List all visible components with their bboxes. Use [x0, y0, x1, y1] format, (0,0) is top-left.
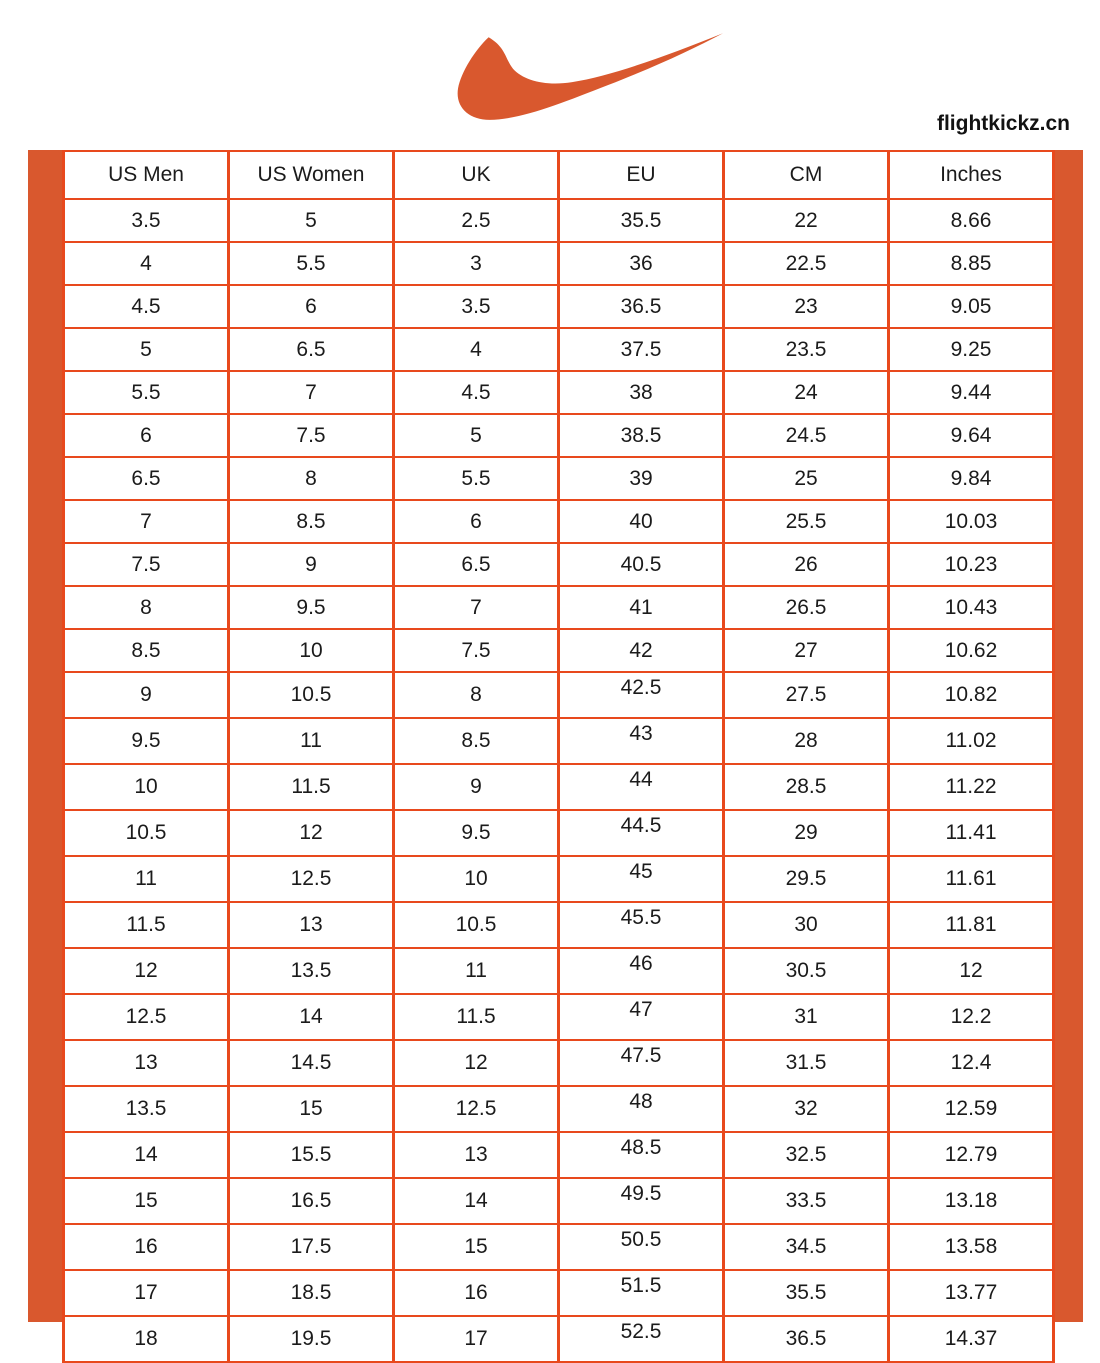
table-cell: 7.5 [394, 629, 559, 672]
table-cell: 6 [229, 285, 394, 328]
table-cell: 13.5 [229, 948, 394, 994]
table-cell: 12.5 [394, 1086, 559, 1132]
table-cell: 5 [394, 414, 559, 457]
table-row [64, 199, 1054, 242]
table-cell: 6 [394, 500, 559, 543]
table-cell: 11.41 [889, 810, 1054, 856]
table-cell: 9.84 [889, 457, 1054, 500]
table-header-row [64, 151, 1054, 199]
table-cell: 51.5 [559, 1270, 724, 1316]
table-cell: 36 [559, 242, 724, 285]
table-row [64, 543, 1054, 586]
table-cell: 27 [724, 629, 889, 672]
table-cell: 33.5 [724, 1178, 889, 1224]
table-cell: 46 [559, 948, 724, 994]
table-cell: 17 [64, 1270, 229, 1316]
table-cell: 10.23 [889, 543, 1054, 586]
table-cell: 29 [724, 810, 889, 856]
table-cell: 26 [724, 543, 889, 586]
table-cell: 11.22 [889, 764, 1054, 810]
table-cell: 4.5 [64, 285, 229, 328]
table-cell: 35.5 [559, 199, 724, 242]
table-cell: 35.5 [724, 1270, 889, 1316]
table-cell: 7 [64, 500, 229, 543]
table-cell: 14 [64, 1132, 229, 1178]
table-cell: 10 [229, 629, 394, 672]
table-cell: 42 [559, 629, 724, 672]
table-cell: 5.5 [394, 457, 559, 500]
table-cell: 16.5 [229, 1178, 394, 1224]
table-cell: 3.5 [64, 199, 229, 242]
table-row [64, 629, 1054, 672]
table-cell: 5 [64, 328, 229, 371]
table-row [64, 902, 1054, 948]
table-cell: 16 [64, 1224, 229, 1270]
table-cell: 22.5 [724, 242, 889, 285]
table-cell: 12 [889, 948, 1054, 994]
table-cell: 7 [394, 586, 559, 629]
table-cell: 7.5 [64, 543, 229, 586]
table-row [64, 242, 1054, 285]
right-accent-bar [1055, 150, 1083, 1322]
table-cell: 45.5 [559, 902, 724, 948]
table-cell: 11.5 [394, 994, 559, 1040]
table-cell: 11.61 [889, 856, 1054, 902]
table-cell: 17.5 [229, 1224, 394, 1270]
table-cell: 8 [64, 586, 229, 629]
table-cell: 47 [559, 994, 724, 1040]
table-row [64, 672, 1054, 718]
table-cell: 28 [724, 718, 889, 764]
table-cell: 40.5 [559, 543, 724, 586]
table-cell: 19.5 [229, 1316, 394, 1362]
table-row [64, 1132, 1054, 1178]
table-cell: 9.64 [889, 414, 1054, 457]
table-cell: 11 [64, 856, 229, 902]
table-row [64, 948, 1054, 994]
table-row [64, 371, 1054, 414]
table-cell: 4 [394, 328, 559, 371]
table-cell: 25.5 [724, 500, 889, 543]
table-row [64, 1316, 1054, 1362]
size-conversion-table [62, 150, 1055, 1363]
table-cell: 49.5 [559, 1178, 724, 1224]
table-cell: 6 [64, 414, 229, 457]
table-cell: 13.58 [889, 1224, 1054, 1270]
table-cell: 10.82 [889, 672, 1054, 718]
column-header: Inches [889, 151, 1054, 199]
table-cell: 16 [394, 1270, 559, 1316]
table-cell: 8.5 [229, 500, 394, 543]
table-cell: 12 [394, 1040, 559, 1086]
table-cell: 12.5 [64, 994, 229, 1040]
table-cell: 5.5 [229, 242, 394, 285]
table-cell: 42.5 [559, 672, 724, 718]
table-cell: 40 [559, 500, 724, 543]
table-cell: 18.5 [229, 1270, 394, 1316]
table-cell: 9.5 [229, 586, 394, 629]
table-cell: 13.18 [889, 1178, 1054, 1224]
table-cell: 10.62 [889, 629, 1054, 672]
table-cell: 10.43 [889, 586, 1054, 629]
table-cell: 25 [724, 457, 889, 500]
table-cell: 36.5 [724, 1316, 889, 1362]
table-row [64, 457, 1054, 500]
table-cell: 7 [229, 371, 394, 414]
table-cell: 11.81 [889, 902, 1054, 948]
column-header: UK [394, 151, 559, 199]
table-row [64, 1040, 1054, 1086]
table-cell: 38 [559, 371, 724, 414]
table-cell: 5.5 [64, 371, 229, 414]
table-cell: 41 [559, 586, 724, 629]
table-row [64, 500, 1054, 543]
table-cell: 4 [64, 242, 229, 285]
table-cell: 39 [559, 457, 724, 500]
table-row [64, 994, 1054, 1040]
table-cell: 9 [394, 764, 559, 810]
table-cell: 7.5 [229, 414, 394, 457]
table-cell: 28.5 [724, 764, 889, 810]
table-cell: 14 [229, 994, 394, 1040]
table-cell: 27.5 [724, 672, 889, 718]
column-header: EU [559, 151, 724, 199]
table-cell: 11.5 [64, 902, 229, 948]
table-cell: 5 [229, 199, 394, 242]
table-cell: 12.59 [889, 1086, 1054, 1132]
table-cell: 13.5 [64, 1086, 229, 1132]
table-cell: 44 [559, 764, 724, 810]
table-cell: 48.5 [559, 1132, 724, 1178]
table-row [64, 414, 1054, 457]
table-cell: 45 [559, 856, 724, 902]
table-cell: 23.5 [724, 328, 889, 371]
table-cell: 37.5 [559, 328, 724, 371]
table-cell: 50.5 [559, 1224, 724, 1270]
table-cell: 3.5 [394, 285, 559, 328]
table-row [64, 764, 1054, 810]
table-cell: 15 [394, 1224, 559, 1270]
column-header: US Women [229, 151, 394, 199]
table-cell: 30.5 [724, 948, 889, 994]
table-row [64, 856, 1054, 902]
table-row [64, 1224, 1054, 1270]
table-cell: 24.5 [724, 414, 889, 457]
site-label: flightkickz.cn [936, 112, 1070, 135]
table-cell: 8 [394, 672, 559, 718]
table-row [64, 1270, 1054, 1316]
table-cell: 17 [394, 1316, 559, 1362]
table-row [64, 328, 1054, 371]
table-cell: 10.5 [394, 902, 559, 948]
table-cell: 24 [724, 371, 889, 414]
table-cell: 12.79 [889, 1132, 1054, 1178]
table-cell: 8.5 [64, 629, 229, 672]
table-cell: 4.5 [394, 371, 559, 414]
table-cell: 31 [724, 994, 889, 1040]
table-cell: 34.5 [724, 1224, 889, 1270]
table-cell: 6.5 [64, 457, 229, 500]
table-cell: 12 [64, 948, 229, 994]
table-cell: 13.77 [889, 1270, 1054, 1316]
table-cell: 10 [394, 856, 559, 902]
table-cell: 13 [229, 902, 394, 948]
table-cell: 11.02 [889, 718, 1054, 764]
table-cell: 23 [724, 285, 889, 328]
table-cell: 10.5 [64, 810, 229, 856]
table-cell: 12 [229, 810, 394, 856]
size-table-body [64, 199, 1054, 1362]
table-cell: 9.5 [64, 718, 229, 764]
table-row [64, 718, 1054, 764]
table-cell: 29.5 [724, 856, 889, 902]
table-cell: 2.5 [394, 199, 559, 242]
table-row [64, 586, 1054, 629]
table-cell: 36.5 [559, 285, 724, 328]
table-row [64, 285, 1054, 328]
left-accent-bar [28, 150, 62, 1322]
table-row [64, 810, 1054, 856]
table-cell: 15 [64, 1178, 229, 1224]
table-cell: 15.5 [229, 1132, 394, 1178]
table-cell: 52.5 [559, 1316, 724, 1362]
table-cell: 10.5 [229, 672, 394, 718]
table-cell: 44.5 [559, 810, 724, 856]
table-cell: 6.5 [229, 328, 394, 371]
table-cell: 3 [394, 242, 559, 285]
table-cell: 10.03 [889, 500, 1054, 543]
nike-swoosh-icon [455, 30, 723, 122]
table-cell: 11.5 [229, 764, 394, 810]
table-cell: 8.66 [889, 199, 1054, 242]
table-cell: 14.5 [229, 1040, 394, 1086]
table-cell: 13 [394, 1132, 559, 1178]
table-cell: 12.5 [229, 856, 394, 902]
column-header: CM [724, 151, 889, 199]
table-cell: 9 [229, 543, 394, 586]
table-cell: 11 [229, 718, 394, 764]
table-cell: 11 [394, 948, 559, 994]
table-cell: 22 [724, 199, 889, 242]
table-cell: 8 [229, 457, 394, 500]
table-cell: 9.44 [889, 371, 1054, 414]
table-cell: 8.5 [394, 718, 559, 764]
table-cell: 9.25 [889, 328, 1054, 371]
table-cell: 9.05 [889, 285, 1054, 328]
table-cell: 43 [559, 718, 724, 764]
table-cell: 10 [64, 764, 229, 810]
table-cell: 9 [64, 672, 229, 718]
table-cell: 8.85 [889, 242, 1054, 285]
table-cell: 9.5 [394, 810, 559, 856]
table-cell: 15 [229, 1086, 394, 1132]
table-cell: 30 [724, 902, 889, 948]
table-cell: 48 [559, 1086, 724, 1132]
table-cell: 38.5 [559, 414, 724, 457]
table-cell: 47.5 [559, 1040, 724, 1086]
table-cell: 13 [64, 1040, 229, 1086]
table-cell: 31.5 [724, 1040, 889, 1086]
table-row [64, 1178, 1054, 1224]
table-cell: 18 [64, 1316, 229, 1362]
table-cell: 12.4 [889, 1040, 1054, 1086]
table-cell: 12.2 [889, 994, 1054, 1040]
table-row [64, 1086, 1054, 1132]
table-cell: 26.5 [724, 586, 889, 629]
table-cell: 32.5 [724, 1132, 889, 1178]
table-cell: 14 [394, 1178, 559, 1224]
table-cell: 14.37 [889, 1316, 1054, 1362]
column-header: US Men [64, 151, 229, 199]
table-cell: 32 [724, 1086, 889, 1132]
table-cell: 6.5 [394, 543, 559, 586]
